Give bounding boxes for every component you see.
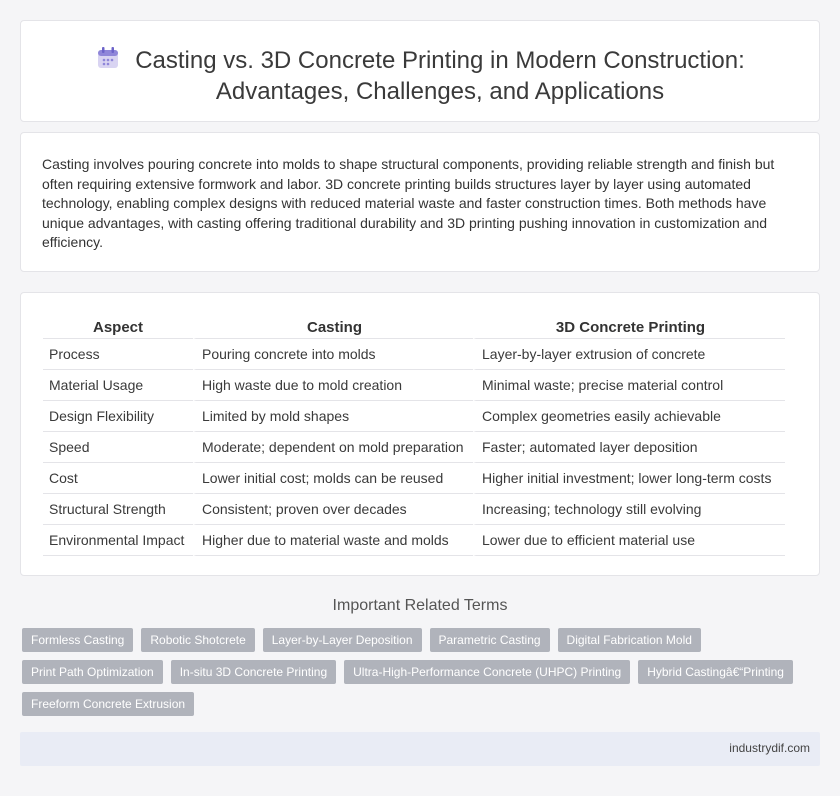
cell-casting: Pouring concrete into molds xyxy=(193,339,473,370)
related-term-tag[interactable]: Layer-by-Layer Deposition xyxy=(263,628,422,652)
related-term-tag[interactable]: Print Path Optimization xyxy=(22,660,163,684)
table-row xyxy=(43,494,785,525)
related-term-tag[interactable]: Hybrid Castingâ€“Printing xyxy=(638,660,793,684)
related-term-tag[interactable]: Digital Fabrication Mold xyxy=(558,628,701,652)
related-term-tag[interactable]: Parametric Casting xyxy=(430,628,550,652)
cell-casting: Moderate; dependent on mold preparation xyxy=(193,432,473,463)
header-aspect: Aspect xyxy=(43,315,193,339)
cell-aspect: Material Usage xyxy=(43,370,193,401)
table-row xyxy=(43,370,785,401)
cell-3d-printing: Lower due to efficient material use xyxy=(473,525,785,556)
cell-aspect: Speed xyxy=(43,432,193,463)
cell-casting: Lower initial cost; molds can be reused xyxy=(193,463,473,494)
cell-aspect: Process xyxy=(43,339,193,370)
footer xyxy=(20,732,820,766)
cell-3d-printing: Minimal waste; precise material control xyxy=(473,370,785,401)
comparison-card xyxy=(20,292,820,576)
header-3d-printing: 3D Concrete Printing xyxy=(473,315,785,339)
cell-3d-printing: Layer-by-layer extrusion of concrete xyxy=(473,339,785,370)
table-header-row xyxy=(43,315,785,339)
table-row xyxy=(43,525,785,556)
related-term-tag[interactable]: Formless Casting xyxy=(22,628,133,652)
cell-aspect: Cost xyxy=(43,463,193,494)
related-term-tag[interactable]: In-situ 3D Concrete Printing xyxy=(171,660,336,684)
cell-3d-printing: Increasing; technology still evolving xyxy=(473,494,785,525)
cell-aspect: Structural Strength xyxy=(43,494,193,525)
cell-casting: Higher due to material waste and molds xyxy=(193,525,473,556)
footer-site-link[interactable]: industrydif.com xyxy=(729,741,810,755)
cell-3d-printing: Faster; automated layer deposition xyxy=(473,432,785,463)
related-term-tag[interactable]: Ultra-High-Performance Concrete (UHPC) Printing xyxy=(344,660,630,684)
cell-casting: High waste due to mold creation xyxy=(193,370,473,401)
table-row xyxy=(43,463,785,494)
table-row xyxy=(43,339,785,370)
cell-casting: Limited by mold shapes xyxy=(193,401,473,432)
title-card xyxy=(20,20,820,122)
related-term-tag[interactable]: Robotic Shotcrete xyxy=(141,628,254,652)
cell-casting: Consistent; proven over decades xyxy=(193,494,473,525)
intro-card xyxy=(20,132,820,272)
cell-aspect: Environmental Impact xyxy=(43,525,193,556)
table-row xyxy=(43,401,785,432)
related-term-tag[interactable]: Freeform Concrete Extrusion xyxy=(22,692,194,716)
comparison-table xyxy=(43,315,785,556)
intro-paragraph: Casting involves pouring concrete into molds to shape structural components, providing reliable strength and finish but often requiring extensive formwork and labor. 3D concrete printing builds structures layer by layer using automated technology, enabling complex designs with reduced material waste and faster construction times. Both methods have unique advantages, with casting offering traditional durability and 3D printing pushing innovation in customization and efficiency. xyxy=(42,156,775,250)
header-casting: Casting xyxy=(193,315,473,339)
table-row xyxy=(43,432,785,463)
related-terms-list xyxy=(22,628,802,716)
page-title: Casting vs. 3D Concrete Printing in Modern Construction: Advantages, Challenges, and Applications xyxy=(135,47,745,105)
cell-3d-printing: Complex geometries easily achievable xyxy=(473,401,785,432)
related-terms-heading: Important Related Terms xyxy=(332,597,508,614)
cell-aspect: Design Flexibility xyxy=(43,401,193,432)
cell-3d-printing: Higher initial investment; lower long-term costs xyxy=(473,463,785,494)
